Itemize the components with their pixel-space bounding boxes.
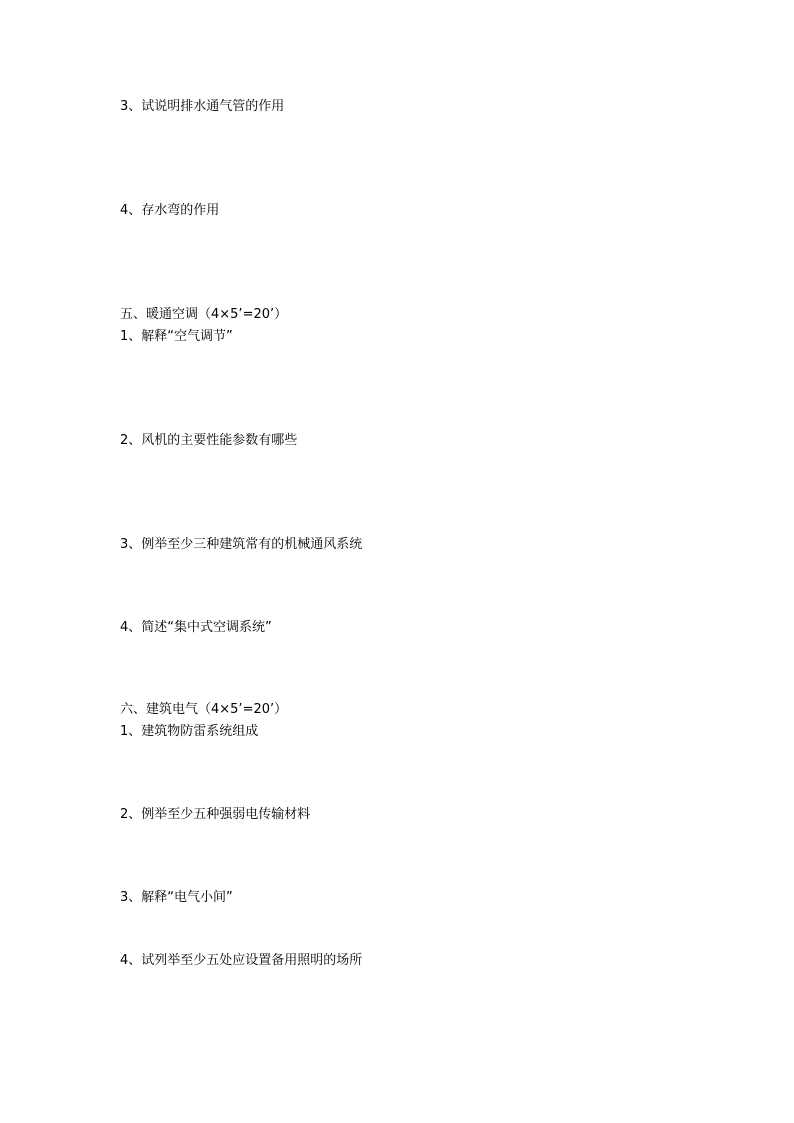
question-air-conditioning: 1、解释“空气调节” xyxy=(120,329,233,344)
question-electrical-closet: 3、解释“电气小间” xyxy=(120,890,233,905)
question-fan-parameters: 2、风机的主要性能参数有哪些 xyxy=(120,433,298,448)
section-heading-hvac: 五、暖通空调（4×5’=20’） xyxy=(120,307,288,322)
question-drain-vent-pipe: 3、试说明排水通气管的作用 xyxy=(120,99,285,114)
question-cable-materials: 2、例举至少五种强弱电传输材料 xyxy=(120,807,311,822)
question-lightning-protection: 1、建筑物防雷系统组成 xyxy=(120,724,259,739)
question-water-trap: 4、存水弯的作用 xyxy=(120,203,220,218)
question-ventilation-systems: 3、例举至少三种建筑常有的机械通风系统 xyxy=(120,537,363,552)
section-heading-electrical: 六、建筑电气（4×5’=20’） xyxy=(120,702,288,717)
question-central-ac: 4、简述“集中式空调系统” xyxy=(120,620,272,635)
question-backup-lighting: 4、试列举至少五处应设置备用照明的场所 xyxy=(120,953,363,968)
